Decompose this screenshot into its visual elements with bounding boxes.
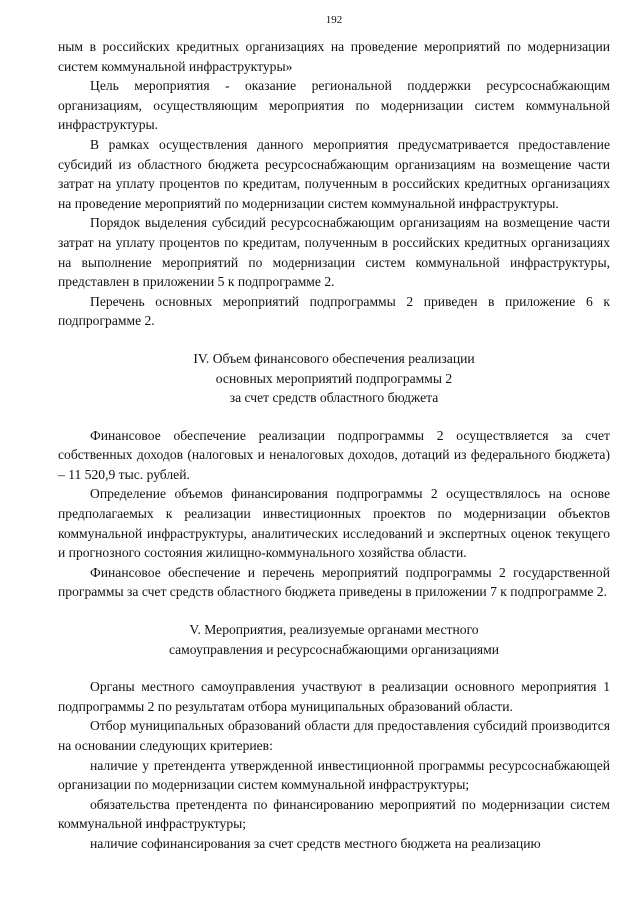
paragraph-funding-appendix: Финансовое обеспечение и перечень мероприятий подпрограммы 2 государственной программы за счет средств областного бюджета приведены в приложении 7 к подпрограмме 2. xyxy=(58,564,610,600)
paragraph-continuation: ным в российских кредитных организациях на проведение мероприятий по модернизации систем коммунальной инфраструктуры» xyxy=(58,39,610,74)
section-4-heading xyxy=(58,349,610,408)
section-4-heading-line: основных мероприятий подпрограммы 2 xyxy=(215,370,453,386)
paragraph-criterion: обязательства претендента по финансированию мероприятий по модернизации систем коммунальной инфраструктуры; xyxy=(58,796,610,832)
section-5-heading xyxy=(58,620,610,659)
paragraph-selection: Отбор муниципальных образований области для предоставления субсидий производится на основании следующих критериев: xyxy=(58,718,610,753)
paragraph-funding: Финансовое обеспечение реализации подпрограммы 2 осуществляется за счет собственных доходов (налоговых и неналоговых доходов, дотаций из федерального бюджета) – 11 520,9 тыс. рублей. xyxy=(58,427,610,482)
section-5-heading-line: V. Мероприятия, реализуемые органами местного xyxy=(189,622,479,638)
section-4-heading-line: IV. Объем финансового обеспечения реализации xyxy=(193,350,475,366)
paragraph-funding-volume: Определение объемов финансирования подпрограммы 2 осуществлялось на основе предполагаемых к реализации инвестиционных проектов по модернизации объектов коммунальной инфраструктуры, аналитических исследований и экспертных оценок текущего и прогнозного состояния жилищно-коммунального хозяйства области. xyxy=(58,486,610,561)
section-4-heading-line: за счет средств областного бюджета xyxy=(229,390,439,406)
section-5-heading-line: самоуправления и ресурсоснабжающими организациями xyxy=(168,641,500,657)
paragraph-list: Перечень основных мероприятий подпрограммы 2 приведен в приложение 6 к подпрограмме 2. xyxy=(58,293,610,329)
paragraph-criterion: наличие софинансирования за счет средств местного бюджета на реализацию xyxy=(90,835,541,851)
intro-block xyxy=(58,37,610,331)
section-4-body xyxy=(58,426,610,602)
paragraph-subsidies: В рамках осуществления данного мероприятия предусматривается предоставление субсидий из областного бюджета ресурсоснабжающим организациям на возмещение части затрат на уплату процентов по кредитам, полученным в российских кредитных организациях на проведение мероприятий по модернизации систем коммунальной инфраструктуры. xyxy=(58,136,610,211)
paragraph-criterion: наличие у претендента утвержденной инвестиционной программы ресурсоснабжающей организации по модернизации систем коммунальной инфраструктуры; xyxy=(58,757,610,793)
paragraph-local-government: Органы местного самоуправления участвуют в реализации основного мероприятия 1 подпрограммы 2 по результатам отбора муниципальных образований области. xyxy=(58,679,610,714)
paragraph-procedure: Порядок выделения субсидий ресурсоснабжающим организациям на возмещение части затрат на уплату процентов по кредитам, полученным в российских кредитных организациях на выполнение мероприятий по модернизации систем коммунальной инфраструктуры, представлен в приложении 5 к подпрограмме 2. xyxy=(58,215,610,290)
paragraph-goal: Цель мероприятия - оказание региональной поддержки ресурсоснабжающим организациям, осуществляющим мероприятия по модернизации систем коммунальной инфраструктуры. xyxy=(58,78,610,133)
page-number: 192 xyxy=(325,14,343,26)
section-5-body xyxy=(58,677,610,853)
